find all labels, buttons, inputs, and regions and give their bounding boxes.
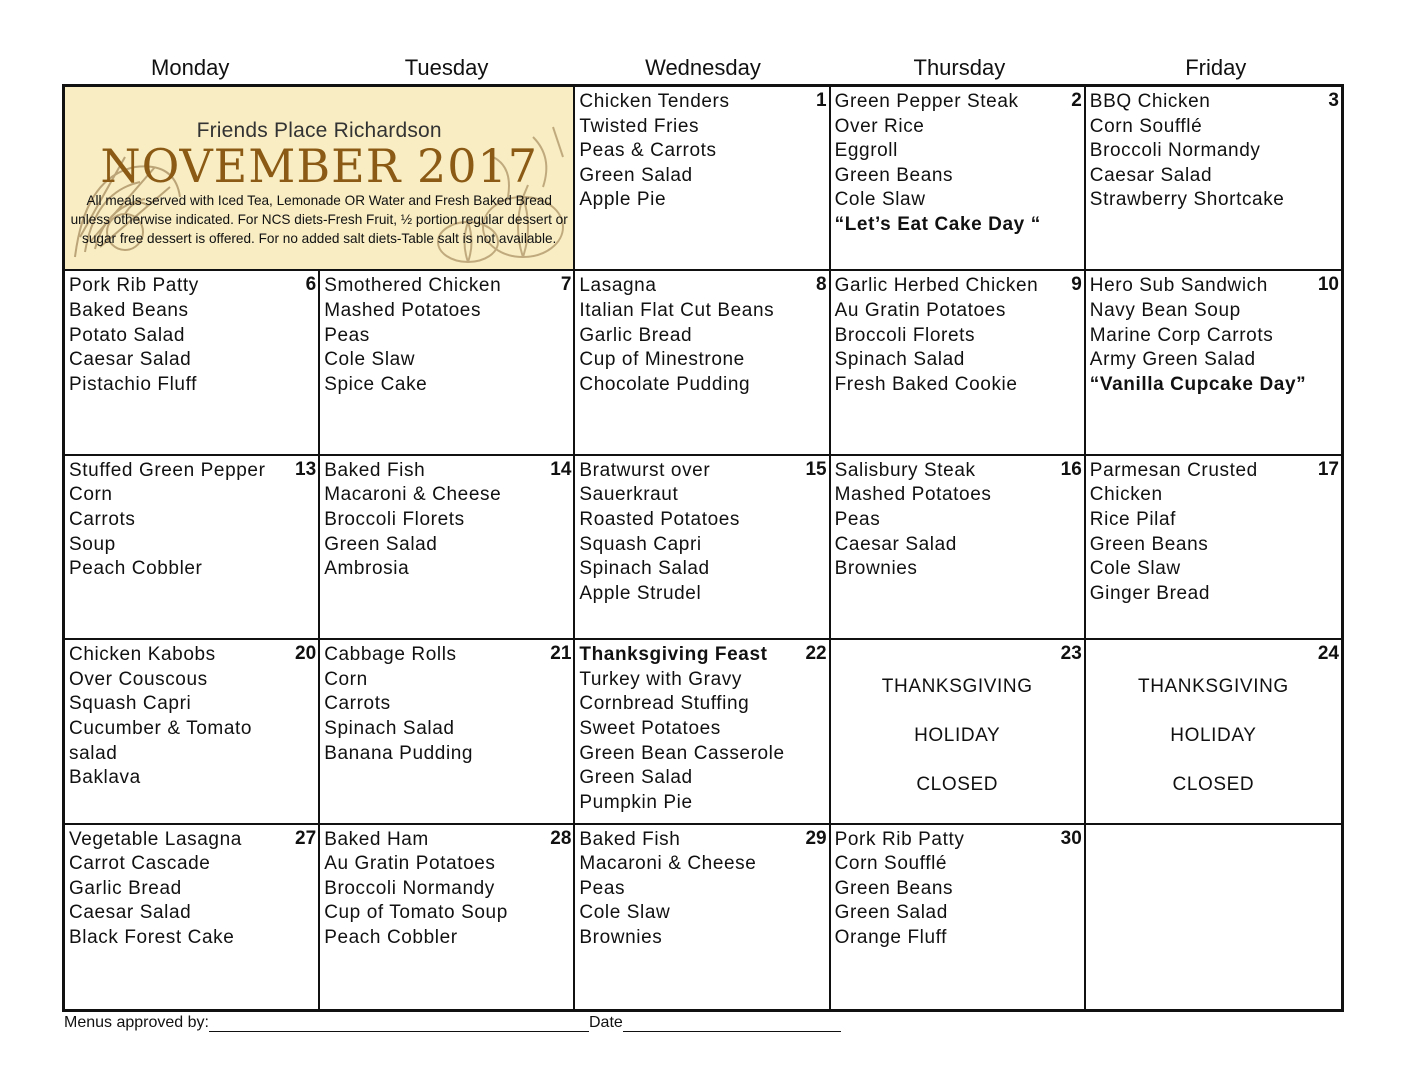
menu-item: Broccoli Normandy [1089,140,1261,162]
date-number: 30 [1060,827,1082,849]
date-number: 21 [550,643,572,665]
menu-list [324,274,569,397]
menu-item: Cabbage Rolls [324,644,457,666]
day-name-friday: Friday [1185,55,1247,80]
day-name-wednesday: Wednesday [645,55,761,80]
menu-list [1090,274,1337,397]
menu-item: Black Forest Cake [69,926,235,948]
date-number: 3 [1328,90,1339,111]
menu-item: Peas [579,877,626,899]
menu-item: Army Green Salad [1089,349,1256,371]
day-cell-3 [1086,87,1341,271]
menu-item: salad [69,742,118,764]
menu-item: Pistachio Fluff [69,373,197,395]
menu-item: Spice Cake [324,373,428,395]
menu-item: Spinach Salad [579,558,710,580]
menu-item: Caesar Salad [69,902,192,924]
menu-item: Stuffed Green Pepper [69,459,266,481]
menu-item: Mashed Potatoes [834,484,992,506]
menu-item: Squash Capri [579,533,702,555]
menu-item: Peach Cobbler [69,558,203,580]
menu-item: Fresh Baked Cookie [834,373,1018,395]
day-cell-1 [575,87,830,271]
menu-item: Spinach Salad [834,349,965,371]
menu-item: Garlic Bread [69,877,182,899]
closed-message-line: HOLIDAY [914,725,1001,747]
menu-list [324,643,572,766]
day-cell-24 [1086,640,1341,824]
month-title: NOVEMBER 2017 [100,139,539,193]
menu-item: Salisbury Steak [834,459,976,481]
closed-message-line: CLOSED [916,774,999,796]
menu-list [69,643,317,791]
menu-item: Peas [834,508,881,530]
day-cell-27 [65,825,320,1009]
day-cell-23 [831,640,1086,824]
menu-list [1090,90,1337,213]
approved-by-label: Menus approved by: [64,1014,209,1031]
menu-item: Ginger Bread [1089,582,1211,604]
menu-item: Italian Flat Cut Beans [579,299,775,321]
menu-item: Twisted Fries [579,115,700,137]
holiday-closed-message [831,662,1084,809]
date-number: 8 [816,274,827,296]
menu-list [579,458,827,607]
menu-item: Cup of Minestrone [579,349,745,371]
menu-item: Baked Ham [324,828,429,850]
day-cell-15 [575,456,830,640]
menu-item: Orange Fluff [834,926,948,948]
day-cell-14 [320,456,575,640]
menu-item: “Let’s Eat Cake Day “ [834,213,1041,235]
closed-message-line: CLOSED [1172,774,1255,796]
menu-item: Peas & Carrots [579,140,717,162]
menu-item: Over Couscous [69,668,208,690]
menu-item: Mashed Potatoes [324,299,482,321]
menu-item: Eggroll [834,140,898,162]
menu-item: Green Beans [1089,533,1209,555]
date-number: 24 [1317,643,1339,665]
menu-item: Green Salad [834,902,948,924]
menu-item: Caesar Salad [1089,164,1213,186]
menu-item: Roasted Potatoes [579,508,741,530]
menu-item: Green Pepper Steak [834,91,1019,112]
menu-item: Caesar Salad [834,533,957,555]
menu-item: Cole Slaw [834,189,926,211]
menu-item: Garlic Herbed Chicken [834,275,1039,297]
menu-item: Pork Rib Patty [69,275,199,297]
menu-item: Marine Corp Carrots [1089,324,1274,346]
menu-item: Bratwurst over [579,459,711,481]
menu-list [324,827,572,951]
menu-item: Apple Strudel [579,582,702,604]
menu-list [324,458,572,582]
calendar-grid [62,84,1344,1012]
menu-list [835,459,1080,582]
menu-item: Carrots [69,508,136,530]
menu-item: Peas [324,324,370,346]
menu-item: Caesar Salad [69,349,192,371]
menu-item: Parmesan Crusted [1089,459,1258,481]
day-cell-21 [320,640,575,824]
menu-item: Soup [69,533,116,555]
menu-list [69,274,314,397]
menu-item: Carrot Cascade [69,853,211,875]
menu-item: Macaroni & Cheese [579,853,757,875]
menu-item: Corn Soufflé [834,853,948,875]
menu-list [835,90,1080,238]
day-cell-9 [831,271,1086,455]
menu-item: “Vanilla Cupcake Day” [1089,373,1307,395]
menu-item: Brownies [834,558,918,580]
approved-by-line[interactable] [209,1015,589,1032]
menu-item: Broccoli Normandy [324,877,495,899]
day-cell-10 [1086,271,1341,455]
month-banner [65,87,575,271]
menu-item: Cucumber & Tomato [69,717,253,739]
menu-item: BBQ Chicken [1089,91,1211,112]
day-cell-30 [831,825,1086,1009]
menu-item: Baklava [69,767,141,789]
menu-item: Lasagna [579,275,657,297]
menu-item: Baked Fish [324,459,426,481]
menu-item: Over Rice [834,115,925,137]
menu-item: Squash Capri [69,693,192,715]
date-number: 10 [1317,274,1339,296]
day-cell-16 [831,456,1086,640]
day-cell-13 [65,456,320,640]
menu-item: Potato Salad [69,324,186,346]
menu-item: Au Gratin Potatoes [834,299,1006,321]
meal-note: All meals served with Iced Tea, Lemonade OR Water and Fresh Baked Bread unless otherwise indicated. For NCS diets-Fresh Fruit, ½ portion regular dessert or sugar free dessert is offered. For no added salt diets-Table salt is not available. [70,193,568,246]
day-cell-20 [65,640,320,824]
menu-list [835,274,1080,397]
date-number: 14 [550,458,572,480]
menu-item: Baked Fish [579,828,681,850]
menu-item: Sweet Potatoes [579,717,721,739]
menu-list [69,458,317,582]
menu-item: Pork Rib Patty [834,828,965,850]
approval-footer [64,1014,841,1032]
menu-item: Spinach Salad [324,717,455,739]
closed-message-line: THANKSGIVING [881,676,1033,698]
menu-item: Navy Bean Soup [1089,299,1241,321]
menu-item: Green Beans [834,877,954,899]
menu-item: Corn [69,484,113,506]
weekday-header [62,54,1344,84]
menu-list [579,90,824,213]
day-name-tuesday: Tuesday [404,55,489,80]
menu-item: Brownies [579,926,663,948]
date-number: 27 [295,827,317,849]
day-cell-empty [1086,825,1341,1009]
date-number: 17 [1317,458,1339,480]
menu-item: Green Salad [579,767,693,789]
menu-item: Peach Cobbler [324,926,458,948]
date-number: 23 [1060,643,1082,665]
date-number: 7 [560,274,572,296]
date-number: 6 [305,274,317,296]
facility-name: Friends Place Richardson [196,119,442,142]
menu-item: Smothered Chicken [324,275,502,297]
menu-item: Turkey with Gravy [579,668,742,690]
date-line[interactable] [623,1015,841,1032]
menu-item: Chocolate Pudding [579,373,751,395]
date-number: 13 [295,458,317,480]
menu-item: Strawberry Shortcake [1089,189,1285,211]
menu-item: Garlic Bread [579,324,693,346]
day-cell-8 [575,271,830,455]
date-number: 9 [1071,274,1082,296]
day-name-thursday: Thursday [913,55,1006,80]
menu-item: Broccoli Florets [324,508,465,530]
date-number: 2 [1071,90,1082,111]
menu-item: Chicken [1089,484,1163,506]
menu-item: Chicken Kabobs [69,644,216,666]
menu-list [69,827,317,951]
menu-item: Sauerkraut [579,484,679,506]
menu-item: Thanksgiving Feast [579,644,768,666]
day-cell-6 [65,271,320,455]
day-cell-28 [320,825,575,1009]
menu-item: Au Gratin Potatoes [324,853,496,875]
date-number: 29 [805,827,827,849]
menu-list [835,828,1080,951]
date-number: 20 [295,643,317,665]
menu-item: Pumpkin Pie [579,791,693,813]
menu-item: Cornbread Stuffing [579,693,750,715]
day-name-monday: Monday [151,55,230,80]
day-cell-29 [575,825,830,1009]
menu-item: Ambrosia [324,558,410,580]
menu-list [579,274,824,397]
menu-item: Apple Pie [579,189,667,211]
menu-item: Corn [324,668,368,690]
date-number: 15 [805,458,827,480]
menu-list [1090,459,1337,607]
date-number: 28 [550,827,572,849]
menu-item: Vegetable Lasagna [69,828,242,850]
menu-list [579,643,827,815]
day-cell-17 [1086,456,1341,640]
menu-item: Green Beans [834,164,954,186]
holiday-closed-message [1086,662,1341,809]
menu-item: Baked Beans [69,299,189,321]
menu-list [579,827,827,951]
menu-item: Green Salad [324,533,438,555]
date-label: Date [588,1014,623,1031]
menu-item: Broccoli Florets [834,324,976,346]
menu-item: Corn Soufflé [1089,115,1203,137]
day-cell-7 [320,271,575,455]
menu-item: Chicken Tenders [579,91,730,112]
menu-item: Cole Slaw [324,349,416,371]
menu-item: Green Bean Casserole [579,742,785,764]
menu-item: Cole Slaw [1089,558,1181,580]
menu-item: Macaroni & Cheese [324,484,502,506]
date-number: 1 [816,90,827,111]
date-number: 22 [805,643,827,665]
menu-item: Cole Slaw [579,902,671,924]
menu-item: Carrots [324,693,391,715]
date-number: 16 [1060,458,1082,480]
day-cell-2 [831,87,1086,271]
menu-item: Hero Sub Sandwich [1089,275,1268,297]
menu-item: Rice Pilaf [1089,508,1177,530]
menu-item: Banana Pudding [324,742,474,764]
closed-message-line: THANKSGIVING [1138,676,1289,698]
day-cell-22 [575,640,830,824]
menu-item: Green Salad [579,164,693,186]
closed-message-line: HOLIDAY [1170,725,1257,747]
menu-item: Cup of Tomato Soup [324,902,508,924]
